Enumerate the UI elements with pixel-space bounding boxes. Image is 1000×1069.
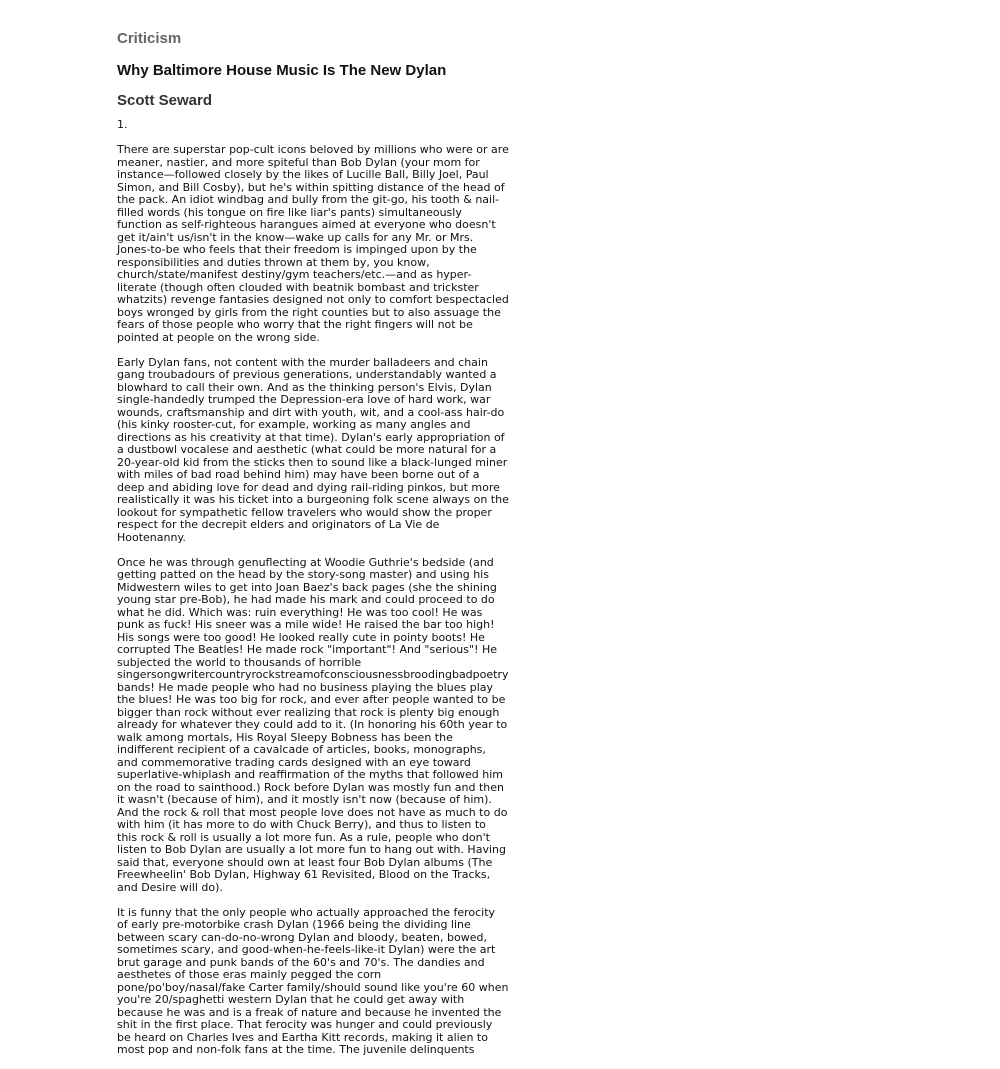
paragraph: Early Dylan fans, not content with the murder balladeers and chain gang troubadours of previous generations, understandably wanted a blowhard to call their own. And as the thinking person's Elvis, Dylan single-handedly trumped the Depression-era love of hard work, war wounds, craftsmanship and dirt with youth, wit, and a cool-ass hair-do (his kinky rooster-cut, for example, working as many angles and directions as his creativity at that time). Dylan's early appropriation of a dustbowl vocalese and aesthetic (what could be more natural for a 20-year-old kid from the sticks then to sound like a black-lunged miner with miles of bad road behind him) may have been borne out of a deep and abiding love for dead and dying rail-riding pinkos, but more realistically it was his ticket into a burgeoning folk scene always on the lookout for sympathetic fellow travelers who would show the proper respect for the decrepit elders and originators of La Vie de Hootenanny.: [117, 355, 509, 544]
section-label: Criticism: [117, 30, 182, 47]
article-title: Why Baltimore House Music Is The New Dylan: [117, 62, 447, 79]
part-number: 1.: [117, 118, 128, 131]
author-name: Scott Seward: [117, 92, 213, 109]
paragraph: Once he was through genuflecting at Woodie Guthrie's bedside (and getting patted on the head by the story-song master) and using his Midwestern wiles to get into Joan Baez's back pages (she the shining young star pre-Bob), he had made his mark and could proceed to do what he did. Which was: ruin everything! He was too cool! He was punk as fuck! His sneer was a mile wide! He raised the bar too high! His songs were too good! He looked really cute in pointy boots! He corrupted The Beatles! He made rock "important"! And "serious"! He subjected the world to thousands of horrible singersongwritercountryrockstreamofconsciousnessbroodingbadpoetry bands! He made people who had no business playing the blues play the blues! He was too big for rock, and ever after people wanted to be bigger than rock without ever realizing that rock is plenty big enough already for whatever they could add to it. (In honoring his 60th year to walk among mortals, His Royal Sleepy Bobness has been the indifferent recipient of a cavalcade of articles, books, monographs, and commemorative trading cards designed with an eye toward superlative-whiplash and reaffirmation of the myths that followed him on the road to sainthood.) Rock before Dylan was mostly fun and then it wasn't (because of him), and it mostly isn't now (because of him). And the rock & roll that most people love does not have as much to do with him (it has more to do with Chuck Berry), and thus to listen to this rock & roll is usually a lot more fun. As a rule, people who don't listen to Bob Dylan are usually a lot more fun to hang out with. Having said that, everyone should own at least four Bob Dylan albums (The Freewheelin' Bob Dylan, Highway 61 Revisited, Blood on the Tracks, and Desire will do).: [117, 555, 509, 894]
paragraph: There are superstar pop-cult icons beloved by millions who were or are meaner, nastier, and more spiteful than Bob Dylan (your mom for instance—followed closely by the likes of Lucille Ball, Billy Joel, Paul Simon, and Bill Cosby), but he's within spitting distance of the head of the pack. An idiot windbag and bully from the git-go, his tooth & nail-filled words (his tongue on fire like liar's pants) simultaneously function as self-righteous harangues aimed at everyone who doesn't get it/ain't us/isn't in the know—wake up calls for any Mr. or Mrs. Jones-to-be who feels that their freedom is impinged upon by the responsibilities and duties thrown at them by, you know, church/state/manifest destiny/gym teachers/etc.—and as hyper-literate (though often clouded with beatnik bombast and trickster whatzits) revenge fantasies designed not only to comfort bespectacled boys wronged by girls from the right counties but to also assuage the fears of those people who worry that the right fingers will not be pointed at people on the wrong side.: [117, 143, 509, 344]
article: [117, 29, 509, 1069]
paragraph: It is funny that the only people who actually approached the ferocity of early pre-motorbike crash Dylan (1966 being the dividing line between scary can-do-no-wrong Dylan and bloody, beaten, bowed, sometimes scary, and good-when-he-feels-like-it Dylan) were the art brut garage and punk bands of the 60's and 70's. The dandies and aesthetes of those eras mainly pegged the corn pone/po'boy/nasal/fake Carter family/should sound like you're 60 when you're 20/spaghetti western Dylan that he could get away with because he was and is a freak of nature and because he invented the shit in the first place. That ferocity was hunger and could previously be heard on Charles Ives and Eartha Kitt records, making it alien to most pop and non-folk fans at the time. The juvenile delinquents: [117, 905, 509, 1056]
